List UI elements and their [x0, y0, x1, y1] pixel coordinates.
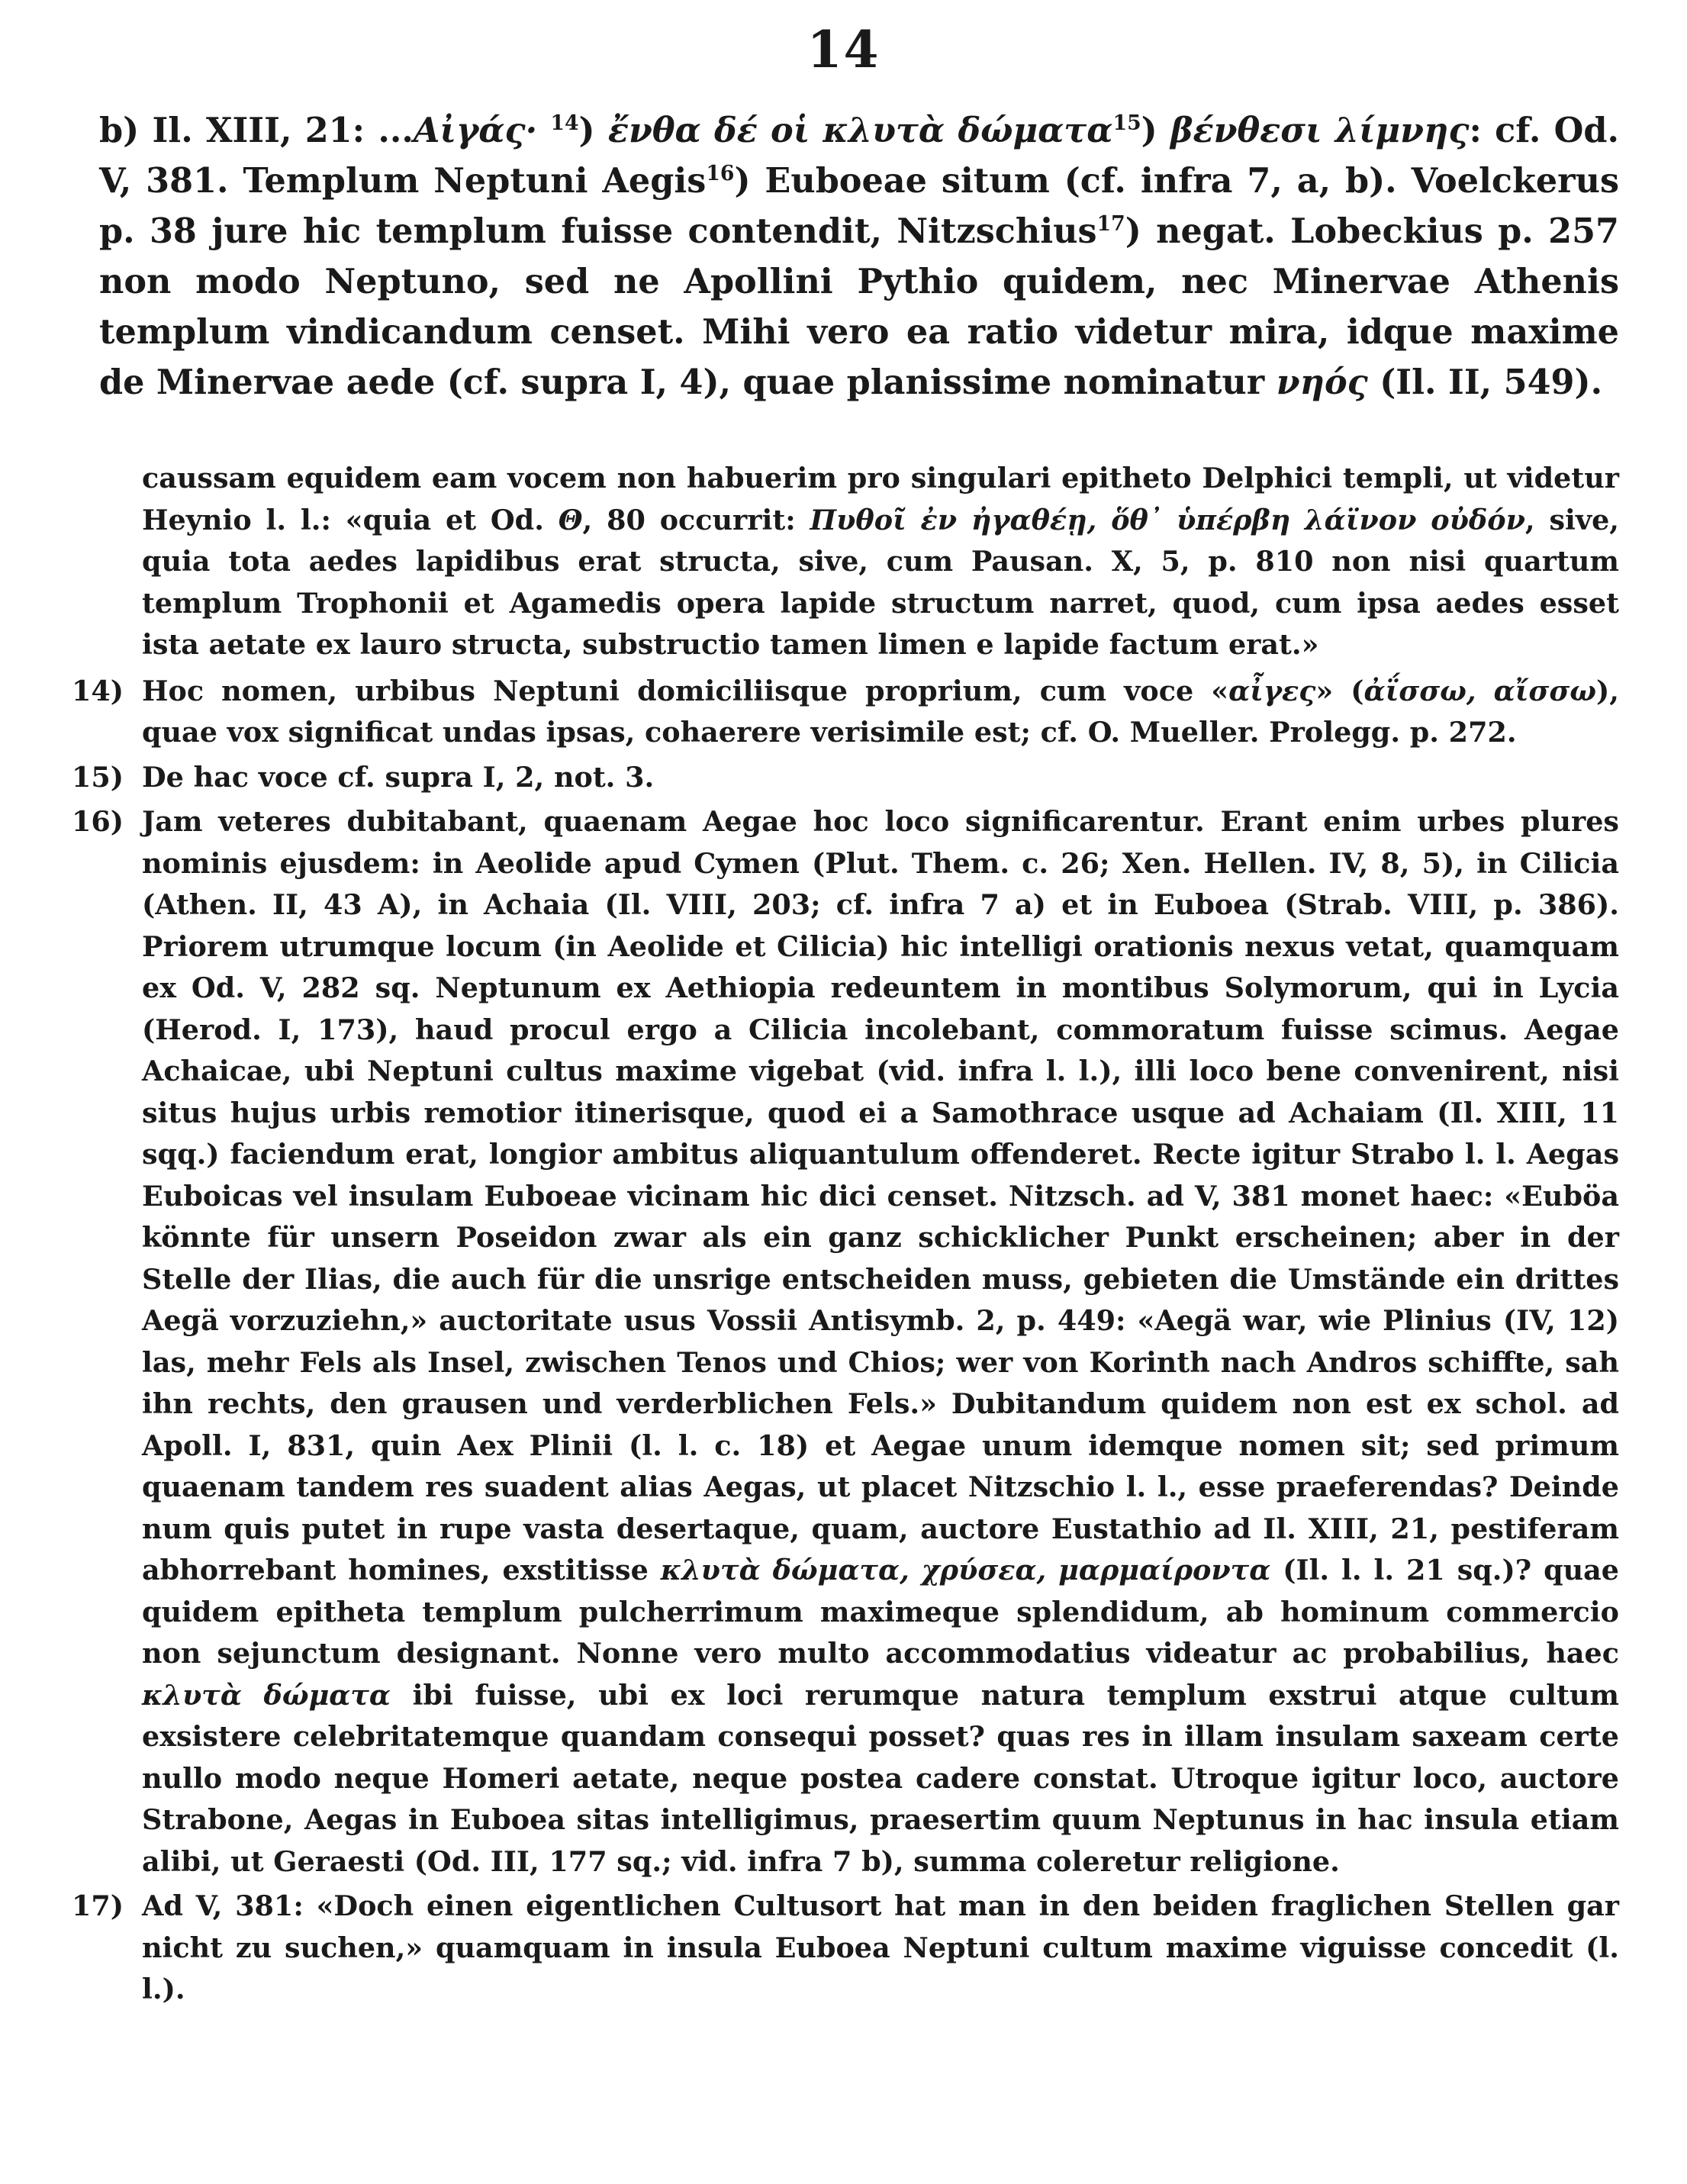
footnotes [72, 458, 1620, 2014]
footnote-text: De hac voce cf. supra I, 2, not. 3. [142, 760, 655, 794]
note-text: » ( [1315, 674, 1364, 707]
page-number: 14 [806, 20, 881, 79]
footnote-ref-15[interactable]: 15 [1112, 111, 1141, 136]
greek-text: βένθεσι λίμνης [1170, 111, 1470, 150]
paragraph-label: b) [99, 111, 140, 150]
greek-text: κλυτὰ δώματα [142, 1678, 391, 1712]
footnote-ref-16[interactable]: 16 [706, 162, 735, 186]
footnote-number: 16) [72, 805, 124, 838]
footnote-text [142, 458, 1619, 666]
note-text: ibi fuisse, ubi ex loci rerumque natura templum exstrui atque cultum exsistere celebritatemque quandam consequi posset? quas res in illam insulam saxeam certe nullo modo neque Homeri aetate, neque postea cadere constat. Utroque igitur loco, auctore Strabone, Aegas in Euboea sitas intelligimus, praesertim quum Neptunus in hac insula etiam alibi, ut Geraesti (Od. III, 177 sq.; vid. infra 7 b), summa coleretur religione. [142, 1678, 1619, 1878]
greek-text: ἔνθα δέ οἱ κλυτὰ δώματα [607, 111, 1113, 150]
main-text: Il. XIII, 21: ... [152, 111, 414, 150]
footnote-ref-14[interactable]: 14 [550, 111, 579, 136]
greek-text: Αἰγάς· [413, 111, 551, 150]
main-text: ) negat. Lobeckius p. 257 non modo Neptuno, sed ne Apollini Pythio quidem, nec Minervae Athenis templum vindicandum censet. Mihi vero ea ratio videtur mira, idque maxime de Minervae aede (cf. supra I, 4), quae planissime nominatur [99, 211, 1620, 402]
footnote-text: Ad V, 381: «Doch einen eigentlichen Cultusort hat man in den beiden fraglichen Stellen gar nicht zu suchen,» quamquam in insula Euboea Neptuni cultum maxime viguisse concedit (l. l.). [142, 1889, 1619, 2005]
main-text: ) Euboeae situm (cf. infra 7, a, b). Voelckerus p. 38 jure hic templum fuisse contendit, Nitzschius [99, 161, 1620, 251]
footnote-text [142, 801, 1619, 1883]
main-text: : cf. Od. V, 381. Templum Neptuni Aegis [99, 111, 1619, 201]
footnote-16 [72, 801, 1619, 1883]
note-text: caussam equidem eam vocem non habuerim pro singulari epitheto Delphici templi, ut videtur Heynio l. l.: «quia et Od. [142, 462, 1619, 536]
footnote-number: 15) [72, 760, 124, 794]
footnote-17 [72, 1886, 1619, 2011]
footnote-continued [99, 458, 1619, 666]
greek-text: Θ [558, 503, 583, 536]
footnote-text [142, 671, 1619, 754]
greek-text: Πυθοῖ ἐν ἠγαθέῃ, ὅθ᾽ ὑπέρβη λάϊνον οὐδόν [810, 503, 1525, 536]
greek-text: ἀΐσσω, αἴσσω [1363, 674, 1597, 707]
note-text: ), quae vox significat undas ipsas, cohaerere verisimile est; cf. O. Mueller. Prolegg. p. 272. [142, 674, 1619, 749]
footnote-14 [72, 671, 1619, 754]
note-text: , sive, quia tota aedes lapidibus erat structa, sive, cum Pausan. X, 5, p. 810 non nisi quartum templum Trophonii et Agamedis opera lapide structum narret, quod, cum ipsa aedes esset ista aetate ex lauro structa, substructio tamen limen e lapide factum erat.» [142, 503, 1620, 661]
greek-text: κλυτὰ δώματα, χρύσεα, μαρμαίροντα [660, 1554, 1271, 1586]
greek-text: αἶγες [1228, 674, 1316, 707]
footnote-number: 14) [72, 674, 124, 707]
main-paragraph [99, 105, 1619, 407]
note-text: Jam veteres dubitabant, quaenam Aegae hoc loco significarentur. Erant enim urbes plures nominis ejusdem: in Aeolide apud Cymen (Plut. Them. c. 26; Xen. Hellen. IV, 8, 5), in Cilicia (Athen. II, 43 A), in Achaia (Il. VIII, 203; cf. infra 7 a) et in Euboea (Strab. VIII, p. 386). Priorem utrumque locum (in Aeolide et Cilicia) hic intelligi orationis nexus vetat, quamquam ex Od. V, 282 sq. Neptunum ex Aethiopia redeuntem in montibus Solymorum, qui in Lycia (Herod. I, 173), haud procul ergo a Cilicia incolebant, commoratum fuisse scimus. Aegae Achaicae, ubi Neptuni cultus maxime vigebat (vid. infra l. l.), illi loco bene convenirent, nisi situs hujus urbis remotior itinerisque, quod ei a Samothrace usque ad Achaiam (Il. XIII, 11 sqq.) faciendum erat, longior ambitus aliquantulum offenderet. Recte igitur Strabo l. l. Aegas Euboicas vel insulam Euboeae vicinam hic dici censet. Nitzsch. ad V, 381 monet haec: «Euböa könnte für unsern Poseidon zwar als ein ganz schicklicher Punkt erscheinen; aber in der Stelle der Ilias, die auch für die unsrige entscheiden muss, gebieten die Umstände ein drittes Aegä vorzuziehn,» auctoritate usus Vossii Antisymb. 2, p. 449: «Aegä war, wie Plinius (IV, 12) las, mehr Fels als Insel, zwischen Tenos und Chios; wer von Korinth nach Andros schiffte, sah ihn rechts, den grausen und verderblichen Fels.» Dubitandum quidem non est ex schol. ad Apoll. I, 831, quin Aex Plinii (l. l. c. 18) et Aegae unum idemque nomen sit; sed primum quaenam tandem res suadent alias Aegas, ut placet Nitzschio l. l., esse praeferendas? Deinde num quis putet in rupe vasta desertaque, quam, auctore Eustathio ad Il. XIII, 21, pestiferam abhorrebant homines, exstitisse [142, 805, 1619, 1586]
note-text: , 80 occurrit: [582, 503, 810, 536]
footnote-ref-17[interactable]: 17 [1096, 212, 1125, 237]
note-text: (Il. l. l. 21 sq.)? quae quidem epitheta templum pulcherrimum maximeque splendidum, ab hominum commercio non sejunctum designant. Nonne vero multo accommodatius videatur ac probabilius, haec [142, 1554, 1619, 1670]
main-text: ) [578, 111, 608, 150]
footnote-number: 17) [72, 1889, 124, 1922]
footnote-15 [72, 757, 1619, 799]
main-text: (Il. II, 549). [1367, 362, 1603, 402]
greek-text: νηός [1276, 362, 1368, 402]
main-text: ) [1141, 111, 1170, 150]
note-text: Hoc nomen, urbibus Neptuni domiciliisque proprium, cum voce « [142, 674, 1229, 707]
